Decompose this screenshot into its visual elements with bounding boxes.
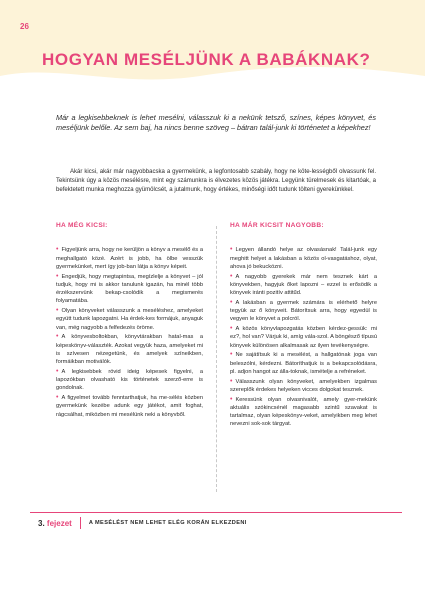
list-item [230,378,377,395]
list-item [230,299,377,324]
right-column-heading: HA MÁR KICSIT NAGYOBB: [230,222,324,229]
list-item-text: Legyen állandó helye az olvasásnak! Talál-junk egy meghitt helyet a lakásban a közös ol-vasgatáshoz, olyat, ahova jó bekuckózni. [230,247,377,270]
list-item-text: Olyan könyveket válasszunk a meséléshez, amelyeket együtt tudunk lapozgatni. Ha érdek-kes formájuk, anyaguk van, még nagyobb a felfedezés öröme. [56,308,203,331]
list-item-text: Figyeljünk arra, hogy ne kerüljön a könyv a mesélő és a meghallgató közé. Azért is jobb, ha ölbe vesszük gyermekünket, mert így job-ban látja a könyv képeit. [56,247,203,270]
bullet-icon: • [56,272,59,280]
bullet-icon: • [56,394,59,401]
list-item [230,396,377,429]
bullet-icon: • [230,298,233,306]
bullet-icon: • [56,246,59,254]
bullet-icon: • [56,367,59,375]
list-item-text: Válasszunk olyan könyveket, amelyekben izgalmas szereplők érdekes helyeken vicces dolgokat tesznek. [230,378,377,393]
list-item-text: A lakásban a gyermek számára is elérhető helyre tegyük az ő könyveit. Bátorítsuk arra, hogy egyedül is vegyen le könyvet a polcról. [230,299,377,323]
chapter-number: 3. [38,518,45,528]
list-item [230,273,377,298]
list-item [56,394,203,419]
list-item-text: A figyelmet tovább fenntarthatjuk, ha me-sélés közben gyermekünk kezébe adunk egy játékot, amit foghat, rágcsálhat, miközben mi mesélünk neki a könyvből. [56,395,203,418]
list-item-text: Engedjük, hogy megtapintsa, megízlelje a könyvet – jól tudjuk, hogy mi is akkor tanulunk igazán, ha minél több érzékszervünk bekap-csolódik a megismerés folyamatába. [56,273,203,305]
list-item-text: A nagyobb gyerekek már nem tesznek kárt a könyvekben, hagyjuk őket lapozni – ezzel is erősödik a könyvek iránti pozitív attitűd. [230,273,377,296]
list-item [56,246,203,271]
intro-paragraph: Már a legkisebbeknek is lehet mesélni, válasszuk ki a nekünk tetsző, színes, képes könyvet, és meséljünk belőle. Az sem baj, ha nincs benne szöveg – bátran talál-junk ki történetet a képekhez! [56,113,376,133]
list-item-text: A legkisebbek rövid ideig képesek figyelni, a lapozókban olvasható kis történetek szerző-erre is gondolnak. [56,368,203,392]
list-item [56,368,203,393]
list-item-text: A könyvesboltokban, könyvtárakban hatal-mas a képeskönyv-választék. Azokat vegyük haza, amelyeket mi is szívesen nézegetünk, és amelyek színeikben, formáikban motiválók. [56,334,203,365]
body-paragraph: Akár kicsi, akár már nagyobbacska a gyermekünk, a legfontosabb szabály, hogy ne köte-lességből olvassunk fel. Tekintsünk úgy a közös mesélésre, mint egy számunkra is élvezetes közös játékra. Legyünk türelmesek és kitartóak, a befektetett munka meghozza gyümölcsét, a jutalmunk, hogy értékes, minőségi időt tudunk tölteni gyerekünkkel. [56,169,376,193]
header-band [0,0,425,92]
page-title: HOGYAN MESÉLJÜNK A BABÁKNAK? [42,50,371,69]
left-column [56,222,203,420]
right-tip-list [230,246,377,428]
list-item [56,333,203,366]
bullet-icon: • [56,307,59,314]
list-item-text: Keressünk olyan olvasnivalót, amely gyer-mekünk aktuális szókincsénél magasabb szintű szavakat is tartalmaz, olyan képeskönyv-veket, amelyikben meg lehet nevezni sok-sok tárgyat. [230,396,377,428]
chapter-label [38,519,72,528]
bullet-icon: • [230,351,233,359]
column-divider [216,226,217,492]
list-item [230,351,377,376]
page-footer [30,512,402,533]
left-column-heading: HA MÉG KICSI: [56,222,108,229]
chapter-word: fejezet [46,518,72,528]
list-item-text: A közös könyvlapozgatás közben kérdez-gessük: mi ez?, hol van? Várjuk ki, amíg vála-szol. A böngésző típusú könyvek különösen alkalmasak az ilyen tevékenységre. [230,326,377,349]
bullet-icon: • [230,325,233,332]
page-number: 26 [20,22,29,31]
bullet-icon: • [230,246,233,254]
bullet-icon: • [230,272,233,280]
list-item [56,273,203,306]
bullet-icon: • [230,377,233,385]
left-tip-list [56,246,203,419]
footer-separator [80,517,81,529]
list-item-text: Ne sajátítsuk ki a mesélést, a hallgatónak joga van beleszólni, kérdezni. Bátoríthatjuk is a bekapcsolódásra, pl. adjon hangot az álla-toknak, ismételje a refréneket. [230,352,377,375]
running-title: A MESÉLÉST NEM LEHET ELÉG KORÁN ELKEZDENI [88,520,247,526]
bullet-icon: • [56,333,59,341]
bullet-icon: • [230,395,233,403]
list-item [230,246,377,271]
list-item [230,325,377,350]
right-column [230,222,377,430]
list-item [56,307,203,332]
